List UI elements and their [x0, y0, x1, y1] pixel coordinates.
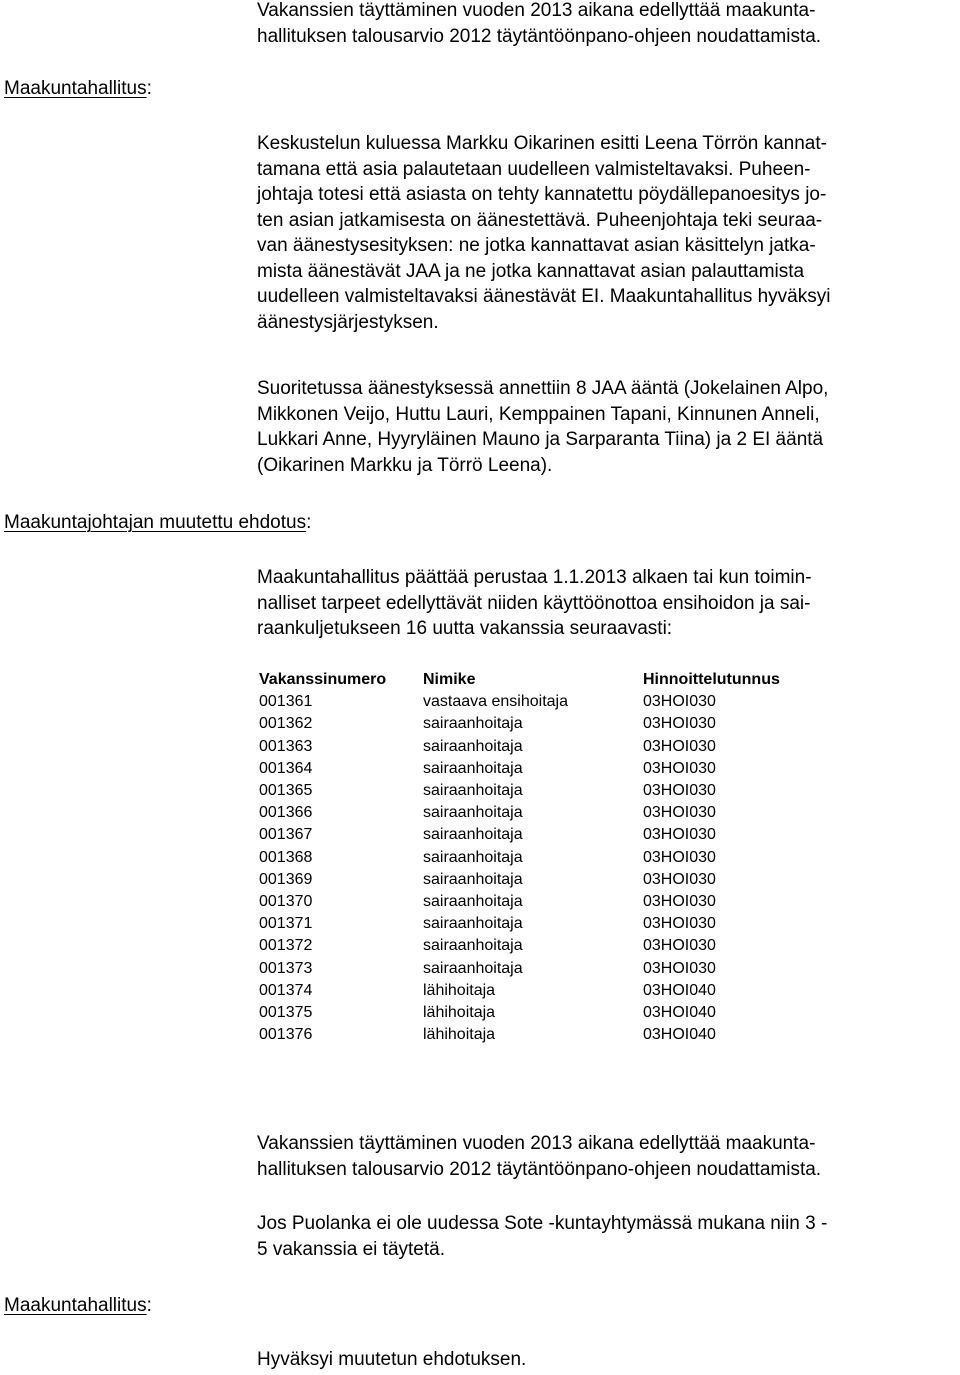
pricing-code-cell: 03HOI030: [643, 737, 716, 755]
table-row: [257, 713, 813, 735]
text-line: nalliset tarpeet edellyttävät niiden käyttöönottoa ensihoidon ja sai-: [257, 592, 811, 614]
text-line: 5 vakanssia ei täytetä.: [257, 1238, 445, 1260]
table-row: [257, 1024, 813, 1046]
pricing-code-cell: 03HOI030: [643, 826, 716, 844]
pricing-code-cell: 03HOI040: [643, 1026, 716, 1044]
table-row: [257, 802, 813, 824]
title-cell: sairaanhoitaja: [423, 915, 523, 933]
column-header-title: Nimike: [423, 671, 476, 688]
text-line: johtaja totesi että asiasta on tehty kannatettu pöydällepanoesitys jo-: [257, 184, 827, 205]
text-line: uudelleen valmisteltavaksi äänestävät EI. Maakuntahallitus hyväksyi: [257, 286, 831, 307]
text-line: Mikkonen Veijo, Huttu Lauri, Kemppainen Tapani, Kinnunen Anneli,: [257, 403, 820, 425]
column-header-vacancy-number: Vakanssinumero: [259, 671, 387, 688]
pricing-code-cell: 03HOI040: [643, 1004, 716, 1022]
title-cell: vastaava ensihoitaja: [423, 693, 568, 711]
pricing-code-cell: 03HOI030: [643, 959, 716, 977]
title-cell: sairaanhoitaja: [423, 826, 523, 844]
puolanka-paragraph: [257, 1211, 957, 1262]
vote-paragraph: [257, 376, 957, 478]
column-header-pricing-code: Hinnoittelutunnus: [643, 671, 780, 688]
vacancy-number-cell: 001372: [259, 937, 313, 955]
text-line: Vakanssien täyttäminen vuoden 2013 aikana edellyttää maakunta-: [257, 0, 816, 21]
section-label-board-decision: [4, 1293, 152, 1318]
pricing-code-cell: 03HOI030: [643, 804, 716, 822]
text-line: Keskustelun kuluessa Markku Oikarinen esitti Leena Törrön kannat-: [257, 133, 827, 154]
vacancy-number-cell: 001368: [259, 848, 313, 866]
title-cell: lähihoitaja: [423, 1004, 496, 1022]
section-label-colon: :: [146, 78, 152, 99]
discussion-paragraph: [257, 131, 957, 335]
text-line: hallituksen talousarvio 2012 täytäntöönpano-ohjeen noudattamista.: [257, 25, 822, 47]
title-cell: lähihoitaja: [423, 981, 496, 999]
vacancy-number-cell: 001365: [259, 782, 313, 800]
text-line: ten asian jatkamisesta on äänestettävä. Puheenjohtaja teki seuraa-: [257, 209, 823, 231]
vacancy-number-cell: 001371: [259, 915, 313, 933]
vacancy-table: [257, 669, 813, 1046]
title-cell: sairaanhoitaja: [423, 870, 523, 888]
text-line: mista äänestävät JAA ja ne jotka kannattavat asian palauttamista: [257, 260, 805, 282]
budget-note-paragraph: [257, 1131, 957, 1182]
table-row: [257, 891, 813, 913]
text-line: van äänestysesityksen: ne jotka kannattavat asian käsittelyn jatka-: [257, 235, 816, 256]
intro-paragraph: [257, 0, 957, 49]
pricing-code-cell: 03HOI030: [643, 870, 716, 888]
table-row: [257, 824, 813, 846]
table-row: [257, 980, 813, 1002]
pricing-code-cell: 03HOI030: [643, 693, 716, 711]
text-line: (Oikarinen Markku ja Törrö Leena).: [257, 454, 553, 476]
text-line: äänestysjärjestyksen.: [257, 311, 439, 333]
title-cell: sairaanhoitaja: [423, 848, 523, 866]
pricing-code-cell: 03HOI030: [643, 782, 716, 800]
title-cell: sairaanhoitaja: [423, 715, 523, 733]
text-line: Hyväksyi muutetun ehdotuksen.: [257, 1349, 527, 1370]
pricing-code-cell: 03HOI030: [643, 759, 716, 777]
vacancy-number-cell: 001375: [259, 1004, 313, 1022]
table-row: [257, 935, 813, 957]
title-cell: sairaanhoitaja: [423, 782, 523, 800]
title-cell: sairaanhoitaja: [423, 804, 523, 822]
title-cell: lähihoitaja: [423, 1026, 496, 1044]
pricing-code-cell: 03HOI030: [643, 915, 716, 933]
vacancy-number-cell: 001369: [259, 870, 313, 888]
table-row: [257, 691, 813, 713]
table-row: [257, 758, 813, 780]
vacancy-number-cell: 001373: [259, 959, 313, 977]
vacancy-number-cell: 001362: [259, 715, 313, 733]
pricing-code-cell: 03HOI030: [643, 848, 716, 866]
section-label-text: Maakuntahallitus: [4, 78, 147, 99]
section-label-colon: :: [306, 512, 312, 533]
text-line: raankuljetukseen 16 uutta vakanssia seuraavasti:: [257, 618, 673, 639]
table-row: [257, 780, 813, 802]
table-row: [257, 847, 813, 869]
section-label-colon: :: [146, 1295, 152, 1316]
section-label-modified-proposal: [4, 510, 311, 535]
vacancy-number-cell: 001376: [259, 1026, 313, 1044]
vacancy-number-cell: 001364: [259, 759, 313, 777]
title-cell: sairaanhoitaja: [423, 759, 523, 777]
pricing-code-cell: 03HOI030: [643, 893, 716, 911]
vacancy-number-cell: 001367: [259, 826, 313, 844]
vacancy-number-cell: 001374: [259, 981, 313, 999]
text-line: Lukkari Anne, Hyyryläinen Mauno ja Sarparanta Tiina) ja 2 EI ääntä: [257, 429, 824, 450]
pricing-code-cell: 03HOI030: [643, 937, 716, 955]
vacancy-number-cell: 001361: [259, 693, 313, 711]
table-row: [257, 913, 813, 935]
text-line: Jos Puolanka ei ole uudessa Sote -kuntayhtymässä mukana niin 3 -: [257, 1213, 828, 1234]
decision-paragraph: [257, 1347, 957, 1373]
vacancy-number-cell: 001363: [259, 737, 313, 755]
text-line: hallituksen talousarvio 2012 täytäntöönpano-ohjeen noudattamista.: [257, 1158, 822, 1180]
section-label-text: Maakuntahallitus: [4, 1295, 147, 1316]
proposal-paragraph: [257, 565, 957, 642]
table-row: [257, 869, 813, 891]
table-row: [257, 1002, 813, 1024]
text-line: tamana että asia palautetaan uudelleen valmisteltavaksi. Puheen-: [257, 158, 811, 180]
title-cell: sairaanhoitaja: [423, 959, 523, 977]
title-cell: sairaanhoitaja: [423, 893, 523, 911]
table-row: [257, 958, 813, 980]
title-cell: sairaanhoitaja: [423, 737, 523, 755]
text-line: Vakanssien täyttäminen vuoden 2013 aikana edellyttää maakunta-: [257, 1133, 816, 1154]
text-line: Maakuntahallitus päättää perustaa 1.1.2013 alkaen tai kun toimin-: [257, 567, 812, 588]
pricing-code-cell: 03HOI030: [643, 715, 716, 733]
text-line: Suoritetussa äänestyksessä annettiin 8 JAA ääntä (Jokelainen Alpo,: [257, 378, 829, 399]
pricing-code-cell: 03HOI040: [643, 981, 716, 999]
table-row: [257, 736, 813, 758]
section-label-text: Maakuntajohtajan muutettu ehdotus: [4, 512, 307, 533]
vacancy-number-cell: 001366: [259, 804, 313, 822]
vacancy-number-cell: 001370: [259, 893, 313, 911]
title-cell: sairaanhoitaja: [423, 937, 523, 955]
section-label-board: [4, 76, 152, 101]
table-header-row: [257, 669, 813, 691]
